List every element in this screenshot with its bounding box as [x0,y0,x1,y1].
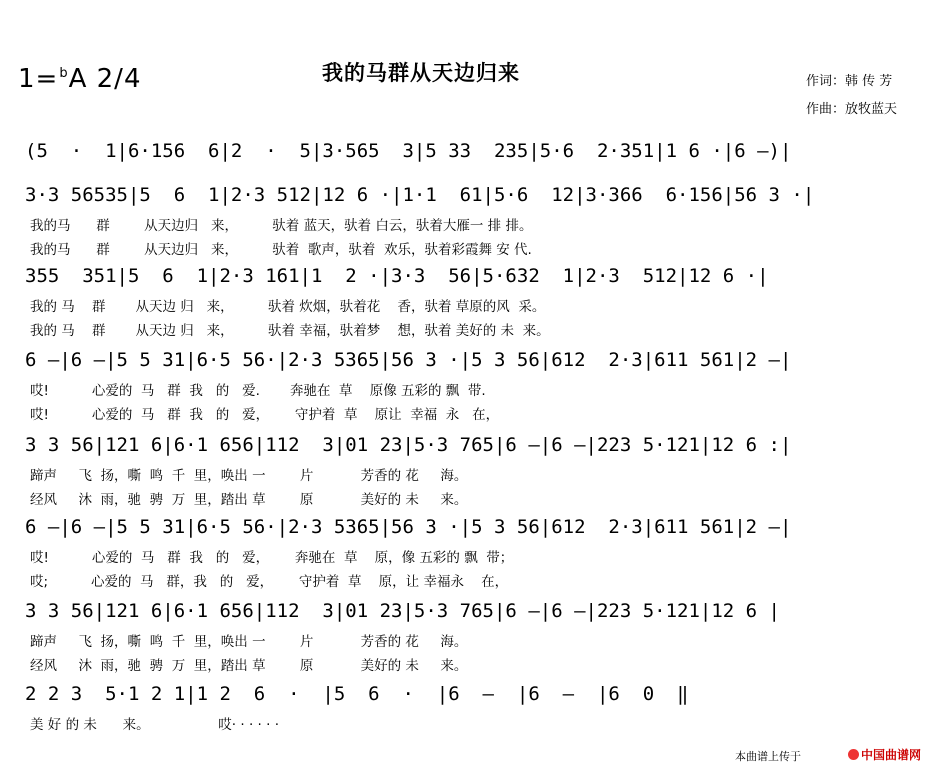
site-logo: 中国曲谱网 [848,746,921,763]
lyric-line: 经风 沐 雨，驰 骋 万 里，踏出 草 原 美好的 未 来。 [30,658,468,674]
lyric-line: 美 好 的 未 来。 哎· · · · · · [30,717,279,733]
lyric-line: 蹄声 飞 扬，嘶 鸣 千 里，唤出 一 片 芳香的 花 海。 [30,468,468,484]
lyric-line: 我的马 群 从天边归 来， 驮着 歌声，驮着 欢乐，驮着彩霞舞 安 代. [30,242,532,258]
lyricist-credit: 作词：韩 传 芳 [806,74,893,89]
logo-icon [848,749,859,760]
music-line: 6 –|6 –|5 5 31|6·5 56·|2·3 5365|56 3 ·|5 3 56|612 2·3|611 561|2 –| [25,349,792,371]
lyric-line: 哎; 心爱的 马 群，我 的 爱， 守护着 草 原，让 幸福永 在， [30,574,509,590]
music-line: 3·3 56535|5 6 1|2·3 512|12 6 ·|1·1 61|5·6 12|3·366 6·156|56 3 ·| [25,184,815,206]
lyric-line: 我的 马 群 从天边 归 来， 驮着 炊烟，驮着花 香，驮着 草原的风 采。 [30,299,546,315]
lyric-line: 我的 马 群 从天边 归 来， 驮着 幸福，驮着梦 想，驮着 美好的 未 来。 [30,323,550,339]
lyric-line: 我的马 群 从天边归 来， 驮着 蓝天，驮着 白云，驮着大雁一 排 排。 [30,218,533,234]
lyric-line: 经风 沐 雨，驰 骋 万 里，踏出 草 原 美好的 未 来。 [30,492,468,508]
lyric-line: 哎! 心爱的 马 群 我 的 爱， 奔驰在 草 原，像 五彩的 飘 带； [30,550,514,566]
music-line: (5 · 1|6·156 6|2 · 5|3·565 3|5 33 235|5·6 2·351|1 6 ·|6 –)| [25,140,792,162]
song-title: 我的马群从天边归来 [322,60,520,85]
composer-credit: 作曲：放牧蓝天 [806,102,898,117]
music-line: 3 3 56|121 6|6·1 656|112 3|01 23|5·3 765|6 –|6 –|223 5·121|12 6 | [25,600,780,622]
upload-note: 本曲谱上传于 [735,750,801,763]
key-signature: 1=$^b$A 2/4 [18,64,142,94]
lyric-line: 哎! 心爱的 马 群 我 的 爱， 守护着 草 原让 幸福 永 在， [30,407,500,423]
music-line: 3 3 56|121 6|6·1 656|112 3|01 23|5·3 765|6 –|6 –|223 5·121|12 6 :| [25,434,792,456]
music-line: 6 –|6 –|5 5 31|6·5 56·|2·3 5365|56 3 ·|5 3 56|612 2·3|611 561|2 –| [25,516,792,538]
music-line: 355 351|5 6 1|2·3 161|1 2 ·|3·3 56|5·632 1|2·3 512|12 6 ·| [25,265,769,287]
music-line: 2 2 3 5·1 2 1|1 2 6 · |5 6 · |6 – |6 – |6 0 ‖ [25,683,689,705]
lyric-line: 哎! 心爱的 马 群 我 的 爱. 奔驰在 草 原像 五彩的 飘 带. [30,383,486,399]
lyric-line: 蹄声 飞 扬，嘶 鸣 千 里，唤出 一 片 芳香的 花 海。 [30,634,468,650]
